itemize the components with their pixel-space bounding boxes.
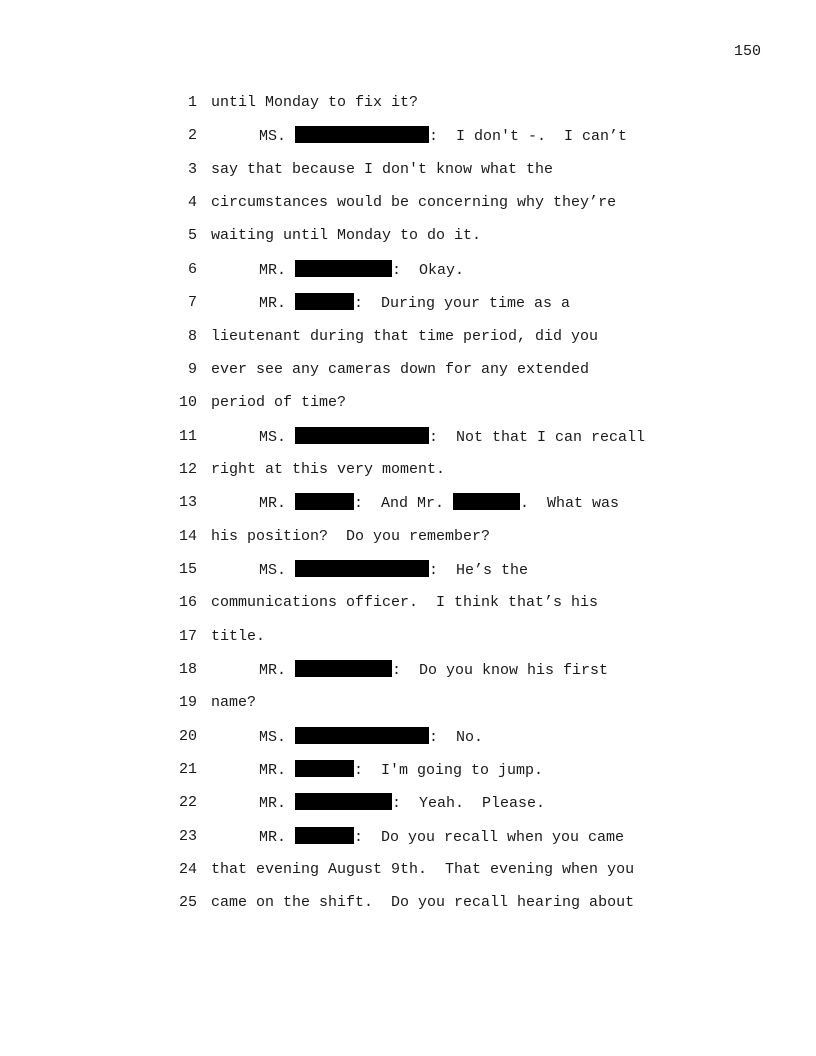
transcript-line (0, 393, 816, 413)
text-segment: MR. (259, 828, 296, 846)
text-segment: came on the shift. Do you recall hearing about (211, 894, 635, 912)
line-number: 19 (178, 694, 197, 712)
transcript-line (0, 660, 816, 680)
text-segment: . What was (520, 495, 620, 513)
line-text (211, 427, 645, 448)
text-segment: : No. (429, 728, 484, 746)
transcript-line (0, 827, 816, 847)
line-text (211, 727, 483, 748)
transcript-line (0, 593, 816, 613)
line-text (211, 893, 634, 913)
text-segment: MR. (259, 295, 296, 313)
text-segment: MR. (259, 795, 296, 813)
line-number: 11 (178, 427, 197, 445)
transcript-line (0, 293, 816, 313)
transcript-line (0, 93, 816, 113)
redaction-box (295, 760, 354, 777)
text-segment: MS. (259, 128, 296, 146)
line-number: 6 (187, 260, 197, 278)
text-segment: : Do you recall when you came (354, 828, 625, 846)
line-text (211, 126, 627, 147)
text-segment: : I don't -. I can’t (429, 128, 628, 146)
transcript-line (0, 560, 816, 580)
text-segment: say that because I don't know what the (211, 160, 554, 178)
transcript-line (0, 627, 816, 647)
redaction-box (295, 660, 392, 677)
transcript-line (0, 793, 816, 813)
line-number: 13 (178, 494, 197, 512)
line-number: 7 (187, 294, 197, 312)
line-number: 24 (178, 861, 197, 879)
text-segment: MR. (259, 662, 296, 679)
line-text (211, 627, 265, 647)
text-segment: name? (211, 694, 257, 712)
line-text (211, 793, 545, 814)
line-number: 20 (178, 727, 197, 745)
transcript-line (0, 493, 816, 513)
text-segment: until Monday to fix it? (211, 94, 419, 111)
line-number: 14 (178, 527, 197, 545)
text-segment: : Do you know his first (392, 662, 609, 679)
line-text (211, 760, 543, 781)
text-segment: : During your time as a (354, 295, 571, 313)
transcript-line (0, 327, 816, 347)
text-segment: MR. (259, 762, 296, 779)
redaction-box (295, 126, 429, 143)
text-segment: that evening August 9th. That evening when you (211, 861, 635, 879)
line-number: 10 (178, 394, 197, 412)
line-text (211, 293, 570, 314)
line-number: 21 (178, 761, 197, 778)
line-text (211, 560, 528, 581)
line-number: 16 (178, 594, 197, 612)
text-segment: : And Mr. (354, 495, 454, 513)
line-text (211, 860, 634, 880)
redaction-box (453, 493, 520, 510)
line-number: 17 (178, 627, 197, 645)
transcript-line (0, 727, 816, 747)
text-segment: MS. (259, 428, 296, 446)
redaction-box (295, 827, 354, 844)
transcript-line (0, 260, 816, 280)
line-text (211, 393, 346, 413)
line-text (211, 493, 619, 514)
text-segment: : Yeah. Please. (392, 795, 546, 813)
line-text (211, 593, 598, 613)
transcript-line (0, 527, 816, 547)
transcript-line (0, 193, 816, 213)
redaction-box (295, 260, 392, 277)
line-text (211, 226, 481, 246)
redaction-box (295, 727, 429, 744)
redaction-box (295, 560, 429, 577)
transcript-line (0, 760, 816, 780)
line-number: 1 (187, 94, 197, 111)
text-segment: ever see any cameras down for any extended (211, 360, 590, 378)
line-text (211, 327, 598, 347)
line-text (211, 693, 256, 713)
line-number: 18 (178, 661, 197, 678)
transcript-line (0, 160, 816, 180)
transcript-line (0, 460, 816, 480)
text-segment: his position? Do you remember? (211, 527, 491, 545)
transcript-line (0, 893, 816, 913)
redaction-box (295, 793, 392, 810)
line-text (211, 93, 418, 113)
line-number: 8 (187, 327, 197, 345)
line-number: 2 (187, 127, 197, 145)
text-segment: period of time? (211, 394, 347, 412)
line-text (211, 193, 616, 213)
text-segment: MS. (259, 561, 296, 579)
line-number: 23 (178, 827, 197, 845)
text-segment: circumstances would be concerning why they’re (211, 194, 617, 212)
text-segment: communications officer. I think that’s his (211, 594, 599, 612)
redaction-box (295, 293, 354, 310)
text-segment: : Okay. (392, 261, 465, 279)
text-segment: : Not that I can recall (429, 428, 646, 446)
transcript-line (0, 860, 816, 880)
line-text (211, 460, 445, 480)
transcript-line (0, 360, 816, 380)
transcript-line (0, 427, 816, 447)
line-number: 22 (178, 794, 197, 812)
page-number: 150 (734, 43, 762, 60)
line-number: 5 (187, 227, 197, 245)
line-text (211, 527, 490, 547)
line-number: 9 (187, 360, 197, 378)
line-text (211, 827, 624, 848)
line-number: 15 (178, 560, 197, 578)
line-number: 25 (178, 894, 197, 912)
text-segment: MR. (259, 261, 296, 279)
line-text (211, 360, 589, 380)
text-segment: : He’s the (429, 561, 529, 579)
redaction-box (295, 493, 354, 510)
transcript-line (0, 693, 816, 713)
line-text (211, 660, 608, 681)
line-text (211, 160, 553, 180)
text-segment: waiting until Monday to do it. (211, 227, 482, 245)
redaction-box (295, 427, 429, 444)
text-segment: title. (211, 627, 266, 645)
text-segment: right at this very moment. (211, 460, 446, 478)
transcript-line (0, 226, 816, 246)
text-segment: MR. (259, 495, 296, 513)
line-number: 3 (187, 160, 197, 178)
line-number: 12 (178, 460, 197, 478)
text-segment: MS. (259, 728, 296, 746)
line-text (211, 260, 464, 281)
text-segment: : I'm going to jump. (354, 762, 544, 779)
line-number: 4 (187, 194, 197, 212)
transcript-line (0, 126, 816, 146)
text-segment: lieutenant during that time period, did you (211, 327, 599, 345)
